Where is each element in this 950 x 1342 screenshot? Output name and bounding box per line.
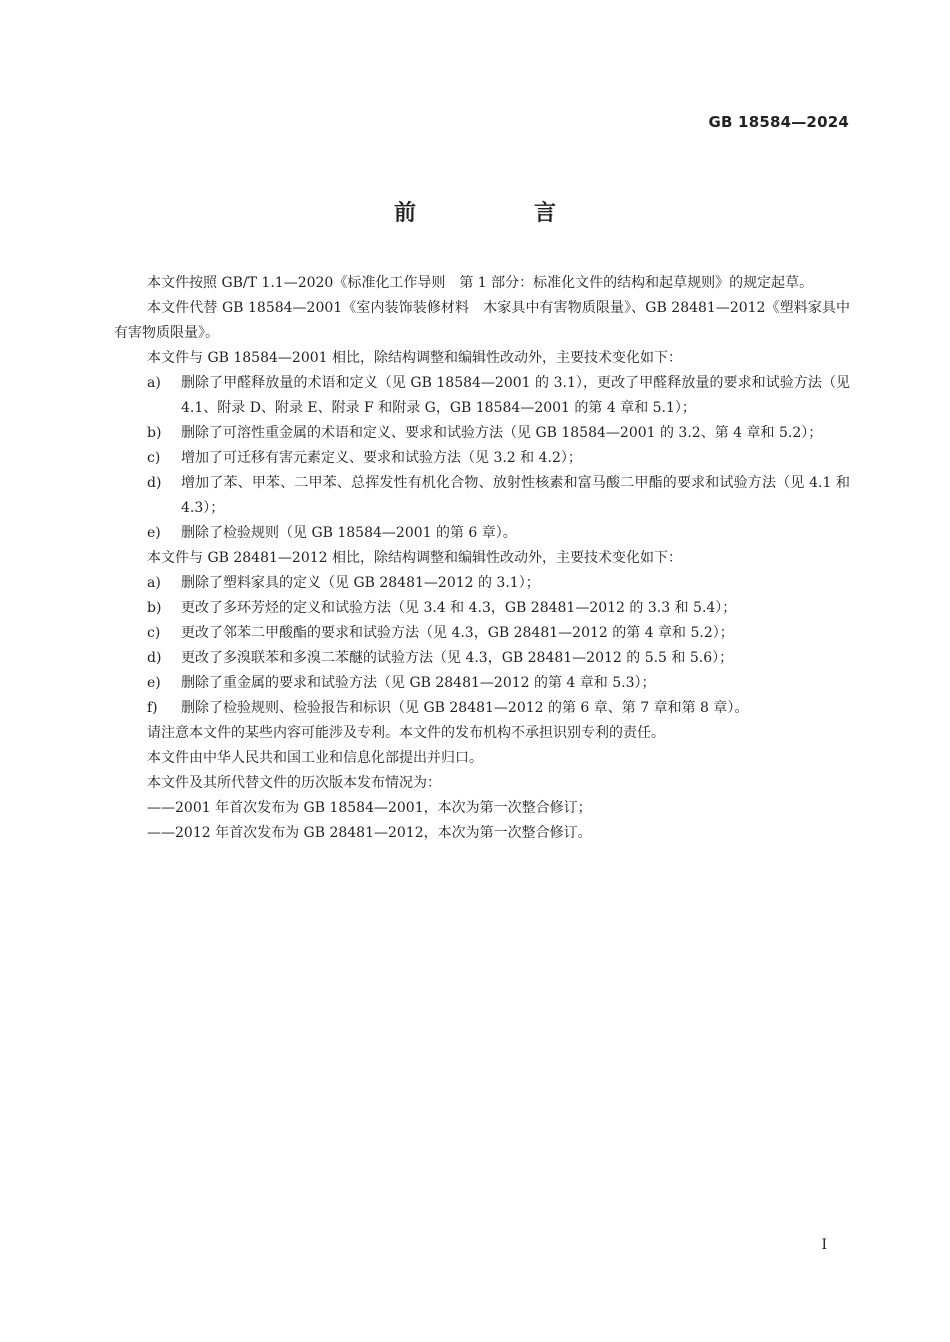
list-item (114, 446, 850, 471)
history-item: ——2001 年首次发布为 GB 18584—2001，本次为第一次整合修订； (147, 800, 592, 816)
list-item (114, 521, 850, 546)
list-item (114, 696, 850, 721)
foreword-body (114, 271, 850, 846)
page-title: 前 言 (393, 201, 604, 226)
list-marker: d) (147, 650, 162, 666)
list-text: 删除了塑料家具的定义（见 GB 28481—2012 的 3.1）； (181, 575, 540, 591)
list-text: 更改了邻苯二甲酸酯的要求和试验方法（见 4.3，GB 28481—2012 的第 4 章和 5.2）； (181, 625, 734, 641)
list-marker: e) (147, 525, 161, 541)
list-marker: d) (147, 475, 162, 491)
paragraph-changes-2001-intro: 本文件与 GB 18584—2001 相比，除结构调整和编辑性改动外，主要技术变化如下： (147, 350, 682, 366)
list-text: 增加了可迁移有害元素定义、要求和试验方法（见 3.2 和 4.2）； (181, 450, 582, 466)
list-item (114, 621, 850, 646)
list-text: 删除了检验规则（见 GB 18584—2001 的第 6 章）。 (181, 525, 517, 541)
list-marker: c) (147, 625, 161, 641)
list-item (114, 371, 850, 421)
history-item: ——2012 年首次发布为 GB 28481—2012，本次为第一次整合修订。 (147, 825, 592, 841)
list-item (114, 646, 850, 671)
list-item (114, 421, 850, 446)
paragraph-history-intro: 本文件及其所代替文件的历次版本发布情况为： (147, 775, 441, 791)
list-marker: f) (147, 700, 158, 716)
paragraph-patent-notice: 请注意本文件的某些内容可能涉及专利。本文件的发布机构不承担识别专利的责任。 (147, 725, 665, 741)
standard-number: GB 18584—2024 (708, 113, 849, 131)
list-text: 删除了甲醛释放量的术语和定义（见 GB 18584—2001 的 3.1），更改了甲醛释放量的要求和试验方法（见 4.1、附录 D、附录 E、附录 F 和附录 G，GB 18584—2001 的第 4 章和 5.1）； (181, 375, 850, 416)
page-number: I (821, 1237, 827, 1253)
list-text: 更改了多溴联苯和多溴二苯醚的试验方法（见 4.3，GB 28481—2012 的 5.5 和 5.6）； (181, 650, 734, 666)
list-item (114, 471, 850, 521)
list-text: 删除了重金属的要求和试验方法（见 GB 28481—2012 的第 4 章和 5.3）； (181, 675, 656, 691)
list-item (114, 571, 850, 596)
paragraph-replacement: 本文件代替 GB 18584—2001《室内装饰装修材料 木家具中有害物质限量》、GB 28481—2012《塑料家具中有害物质限量》。 (114, 300, 850, 341)
list-marker: b) (147, 600, 162, 616)
list-item (114, 596, 850, 621)
paragraph-drafting-basis: 本文件按照 GB/T 1.1—2020《标准化工作导则 第 1 部分：标准化文件的结构和起草规则》的规定起草。 (147, 275, 814, 291)
list-text: 删除了检验规则、检验报告和标识（见 GB 28481—2012 的第 6 章、第 7 章和第 8 章）。 (181, 700, 749, 716)
paragraph-proposer: 本文件由中华人民共和国工业和信息化部提出并归口。 (147, 750, 483, 766)
list-marker: a) (147, 575, 161, 591)
list-marker: b) (147, 425, 162, 441)
list-marker: a) (147, 375, 161, 391)
list-marker: e) (147, 675, 161, 691)
paragraph-changes-2012-intro: 本文件与 GB 28481—2012 相比，除结构调整和编辑性改动外，主要技术变化如下： (147, 550, 682, 566)
list-marker: c) (147, 450, 161, 466)
list-text: 删除了可溶性重金属的术语和定义、要求和试验方法（见 GB 18584—2001 的 3.2、第 4 章和 5.2）； (181, 425, 823, 441)
list-item (114, 671, 850, 696)
list-text: 增加了苯、甲苯、二甲苯、总挥发性有机化合物、放射性核素和富马酸二甲酯的要求和试验方法（见 4.1 和 4.3）； (181, 475, 850, 516)
list-text: 更改了多环芳烃的定义和试验方法（见 3.4 和 4.3，GB 28481—2012 的 3.3 和 5.4）； (181, 600, 737, 616)
